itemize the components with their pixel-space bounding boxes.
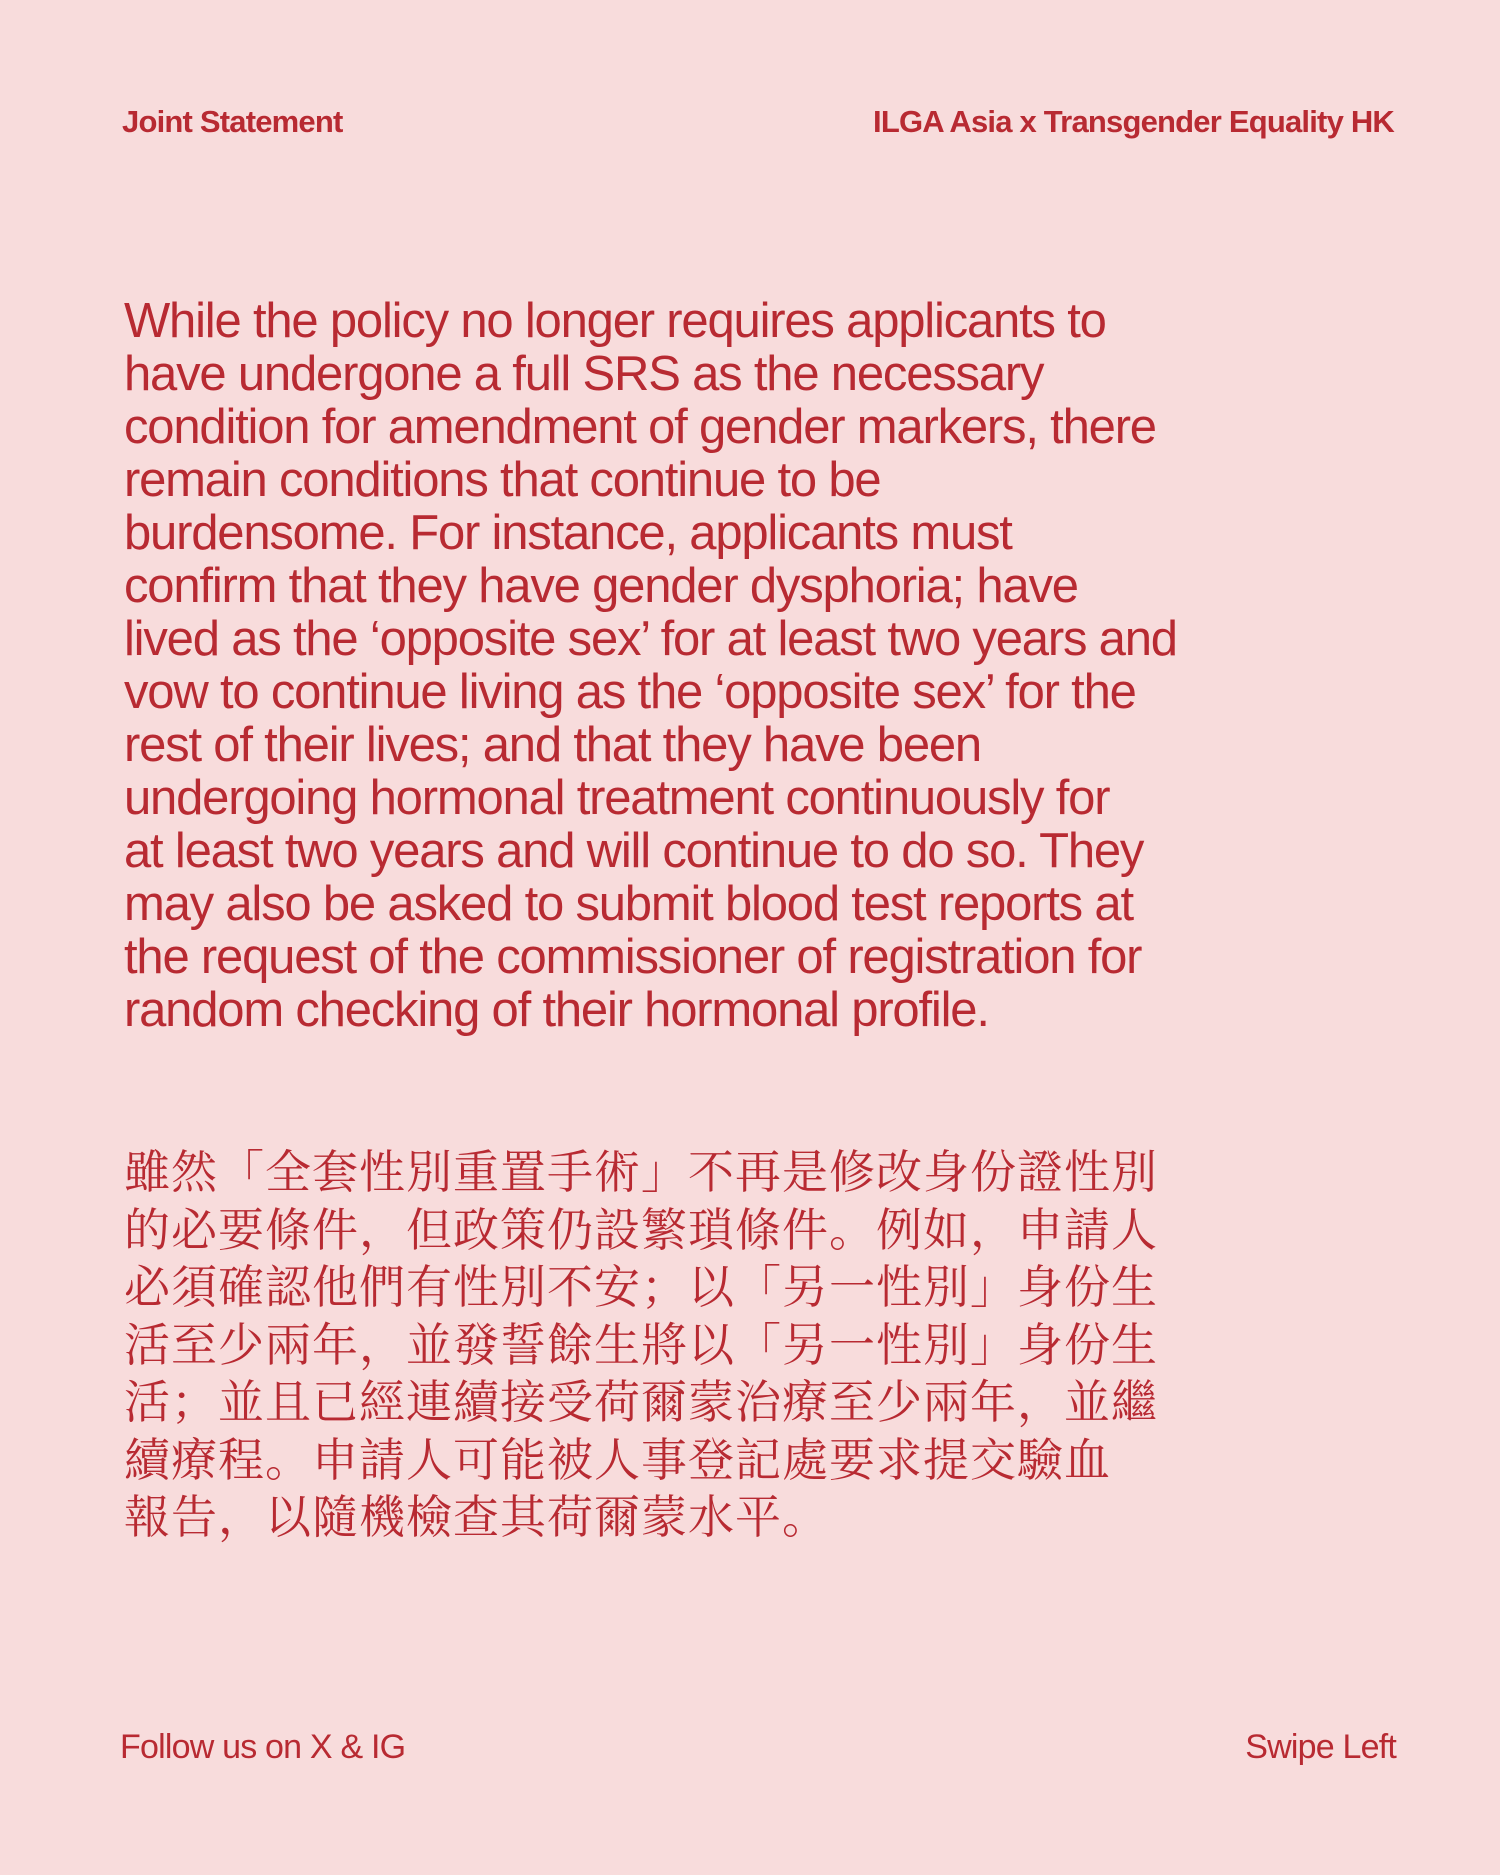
social-follow-text: Follow us on X & IG (120, 1728, 406, 1766)
statement-english-text: While the policy no longer requires applicants to have undergone a full SRS as the necessary condition for amendment of gender markers, there remain conditions that continue to be burdensome. For instance, applicants must confirm that they have gender dysphoria; have lived as the ‘opposite sex’ for at least two years and vow to continue living as the ‘opposite sex’ for the rest of their lives; and that they have been undergoing hormonal treatment continuously for at least two years and will continue to do so. They may also be asked to submit blood test reports at the request of the commissioner of registration for random checking of their hormonal profile. (124, 294, 1177, 1037)
statement-label: Joint Statement (122, 104, 343, 139)
statement-chinese-text: 雖然「全套性別重置手術」不再是修改身份證性別 的必要條件，但政策仍設繁瑣條件。例如，申請人 必須確認他們有性別不安；以「另一性別」身份生 活至少兩年，並發誓餘生將以「另一性別」身份生 活；並且已經連續接受荷爾蒙治療至少兩年，並繼 續療程。申請人可能被人事登記處要求提交驗血 報告，以隨機檢查其荷爾蒙水平。 (124, 1145, 1158, 1544)
swipe-hint-text: Swipe Left (1245, 1728, 1396, 1766)
organizations-label: ILGA Asia x Transgender Equality HK (873, 104, 1394, 139)
